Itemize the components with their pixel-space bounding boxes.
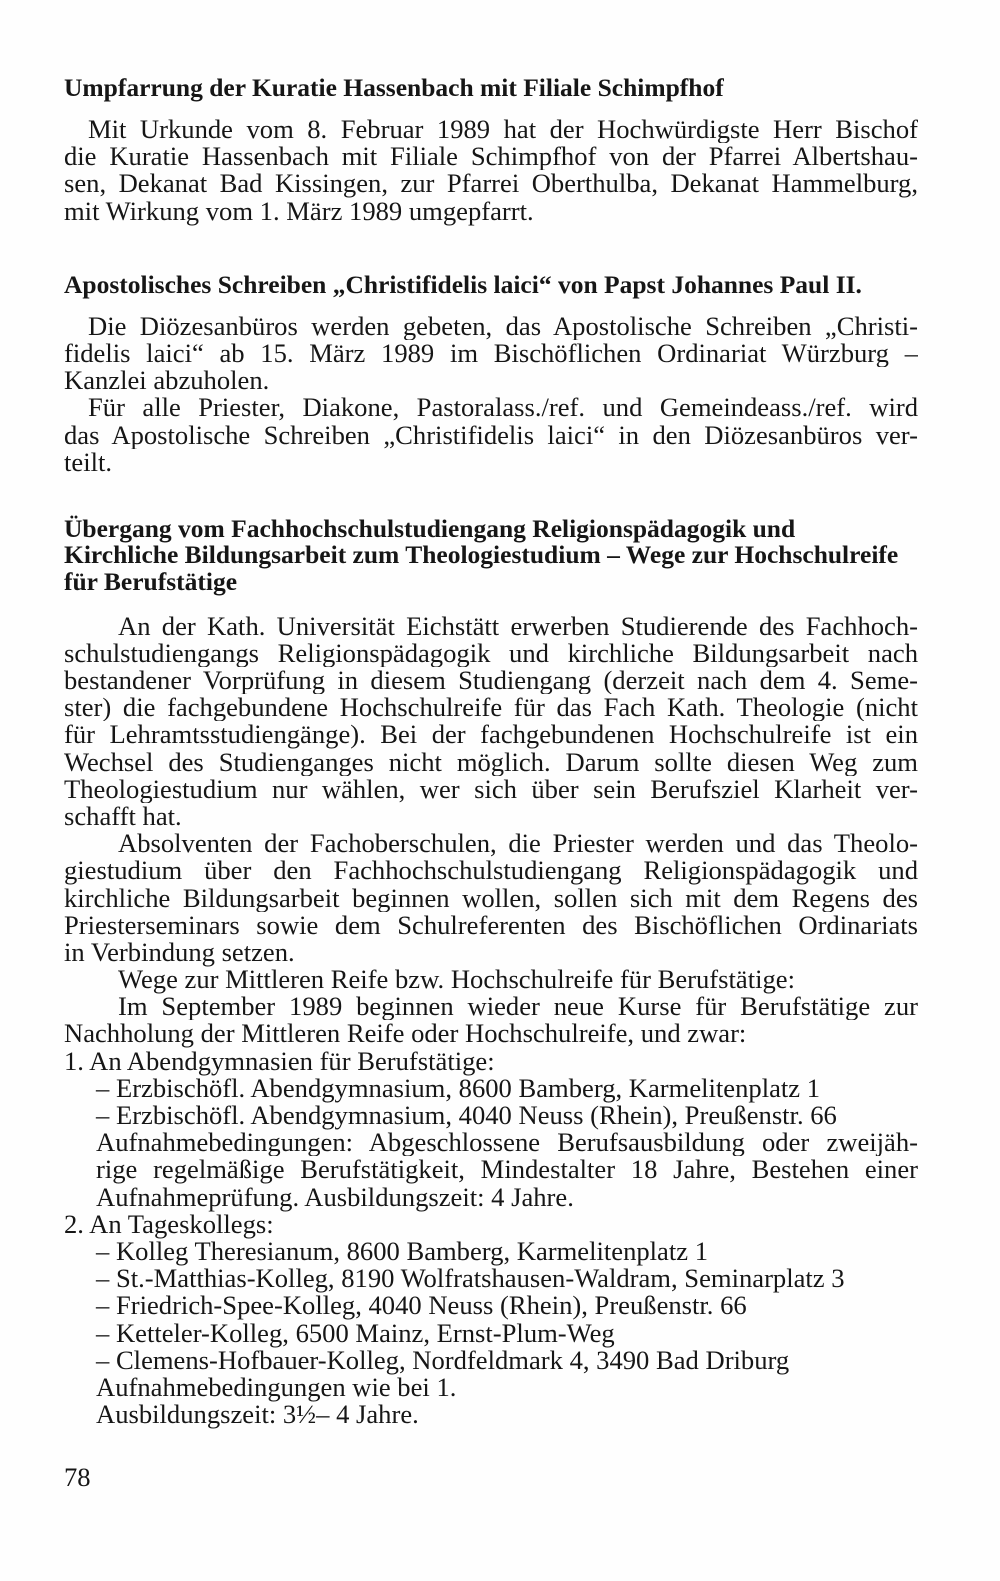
paragraph-line: Für alle Priester, Diakone, Pastoralass./ref. und Gemeindeass./ref. wird: [88, 394, 918, 422]
paragraph: [64, 313, 918, 395]
page-content: [64, 74, 918, 1428]
paragraph-line: giestudium über den Fachhochschulstudiengang Religionspädagogik und: [64, 857, 918, 885]
paragraph-line: das Apostolische Schreiben „Christifidelis laici“ in den Diözesanbüros ver-: [64, 421, 918, 449]
paragraph-line: mit Wirkung vom 1. März 1989 umgepfarrt.: [64, 195, 534, 226]
paragraph-line: schulstudiengangs Religionspädagogik und kirchliche Bildungsarbeit nach: [64, 639, 918, 668]
list-note-line: rige regelmäßige Berufstätigkeit, Mindestalter 18 Jahre, Bestehen einer: [96, 1156, 918, 1184]
list-item: – St.-Matthias-Kolleg, 8190 Wolfratshausen-Waldram, Seminarplatz 3: [96, 1263, 845, 1294]
paragraph-line: teilt.: [64, 446, 113, 477]
list-item: – Erzbischöfl. Abendgymnasium, 4040 Neuss (Rhein), Preußenstr. 66: [96, 1100, 837, 1131]
paragraph-line: die Kuratie Hassenbach mit Filiale Schimpfhof von der Pfarrei Albertshau-: [64, 143, 918, 171]
paragraph-line: Priesterseminars sowie dem Schulreferenten des Bischöflichen Ordinariats: [64, 911, 918, 939]
paragraph: [64, 394, 918, 476]
paragraph-line: Kanzlei abzuholen.: [64, 365, 270, 396]
list-item: – Friedrich-Spee-Kolleg, 4040 Neuss (Rhein), Preußenstr. 66: [96, 1290, 747, 1321]
list-abendgymnasien: [64, 1045, 918, 1212]
paragraph-line: für Lehramtsstudiengänge). Bei der fachgebundenen Hochschulreife ist ein: [64, 721, 918, 749]
paragraph-line: schafft hat.: [64, 800, 182, 831]
list-note-line: Ausbildungszeit: 3½– 4 Jahre.: [96, 1399, 419, 1430]
paragraph-line: fidelis laici“ ab 15. März 1989 im Bischöflichen Ordinariat Würzburg –: [64, 339, 918, 368]
paragraph: [64, 116, 918, 225]
paragraph-line: Wege zur Mittleren Reife bzw. Hochschulreife für Berufstätige:: [118, 964, 795, 995]
paragraph: [64, 830, 918, 966]
paragraph-line: Mit Urkunde vom 8. Februar 1989 hat der Hochwürdigste Herr Bischof: [88, 116, 918, 144]
list-note-line: Aufnahmeprüfung. Ausbildungszeit: 4 Jahre.: [96, 1181, 574, 1212]
list-item: – Clemens-Hofbauer-Kolleg, Nordfeldmark 4, 3490 Bad Driburg: [96, 1344, 790, 1375]
paragraph: [64, 966, 918, 993]
section-umpfarrung: [64, 74, 918, 225]
page-number: 78: [64, 1462, 91, 1492]
paragraph-line: in Verbindung setzen.: [64, 936, 295, 967]
list-item: – Erzbischöfl. Abendgymnasium, 8600 Bamberg, Karmelitenplatz 1: [96, 1072, 821, 1103]
list-item: – Ketteler-Kolleg, 6500 Mainz, Ernst-Plum-Weg: [96, 1317, 615, 1348]
list-label: 1. An Abendgymnasien für Berufstätige:: [64, 1045, 495, 1076]
section-heading: [64, 513, 918, 597]
paragraph: [64, 613, 918, 831]
paragraph-line: ster) die fachgebundene Hochschulreife für das Fach Kath. Theologie (nicht: [64, 694, 918, 722]
heading-line: für Berufstätige: [64, 567, 238, 597]
heading-line: Übergang vom Fachhochschulstudiengang Religionspädagogik und: [64, 513, 796, 543]
list-tageskollegs: [64, 1208, 918, 1430]
paragraph-line: kirchliche Bildungsarbeit beginnen wollen, sollen sich mit dem Regens des: [64, 884, 918, 912]
paragraph-line: Theologiestudium nur wählen, wer sich über sein Berufsziel Klarheit ver-: [64, 775, 918, 803]
paragraph-line: bestandener Vorprüfung in diesem Studiengang (derzeit nach dem 4. Seme-: [64, 667, 918, 695]
paragraph-line: Im September 1989 beginnen wieder neue Kurse für Berufstätige zur: [118, 993, 918, 1021]
paragraph-line: Die Diözesanbüros werden gebeten, das Apostolische Schreiben „Christi-: [88, 312, 918, 340]
list-item: – Kolleg Theresianum, 8600 Bamberg, Karmelitenplatz 1: [96, 1235, 708, 1266]
list-note-line: Aufnahmebedingungen wie bei 1.: [96, 1371, 457, 1402]
section-heading: [64, 271, 918, 298]
paragraph-line: sen, Dekanat Bad Kissingen, zur Pfarrei Oberthulba, Dekanat Hammelburg,: [64, 170, 918, 198]
paragraph: [64, 993, 918, 1047]
heading-line: Kirchliche Bildungsarbeit zum Theologiestudium – Wege zur Hochschulreife: [64, 540, 899, 570]
paragraph-line: Nachholung der Mittleren Reife oder Hochschulreife, und zwar:: [64, 1018, 747, 1049]
list-label: 2. An Tageskollegs:: [64, 1208, 274, 1239]
section-heading: [64, 74, 918, 101]
section-apostolisches-schreiben: [64, 271, 918, 476]
paragraph-line: Absolventen der Fachoberschulen, die Priester werden und das Theolo-: [118, 830, 918, 858]
paragraph-line: Wechsel des Studienganges nicht möglich. Darum sollte diesen Weg zum: [64, 748, 918, 776]
section-uebergang-theologiestudium: [64, 513, 918, 1430]
list-note-line: Aufnahmebedingungen: Abgeschlossene Berufsausbildung oder zweijäh-: [96, 1129, 918, 1157]
heading-line: Umpfarrung der Kuratie Hassenbach mit Filiale Schimpfhof: [64, 73, 724, 102]
paragraph-line: An der Kath. Universität Eichstätt erwerben Studierende des Fachhoch-: [118, 612, 918, 640]
heading-line: Apostolisches Schreiben „Christifidelis laici“ von Papst Johannes Paul II.: [64, 269, 862, 299]
